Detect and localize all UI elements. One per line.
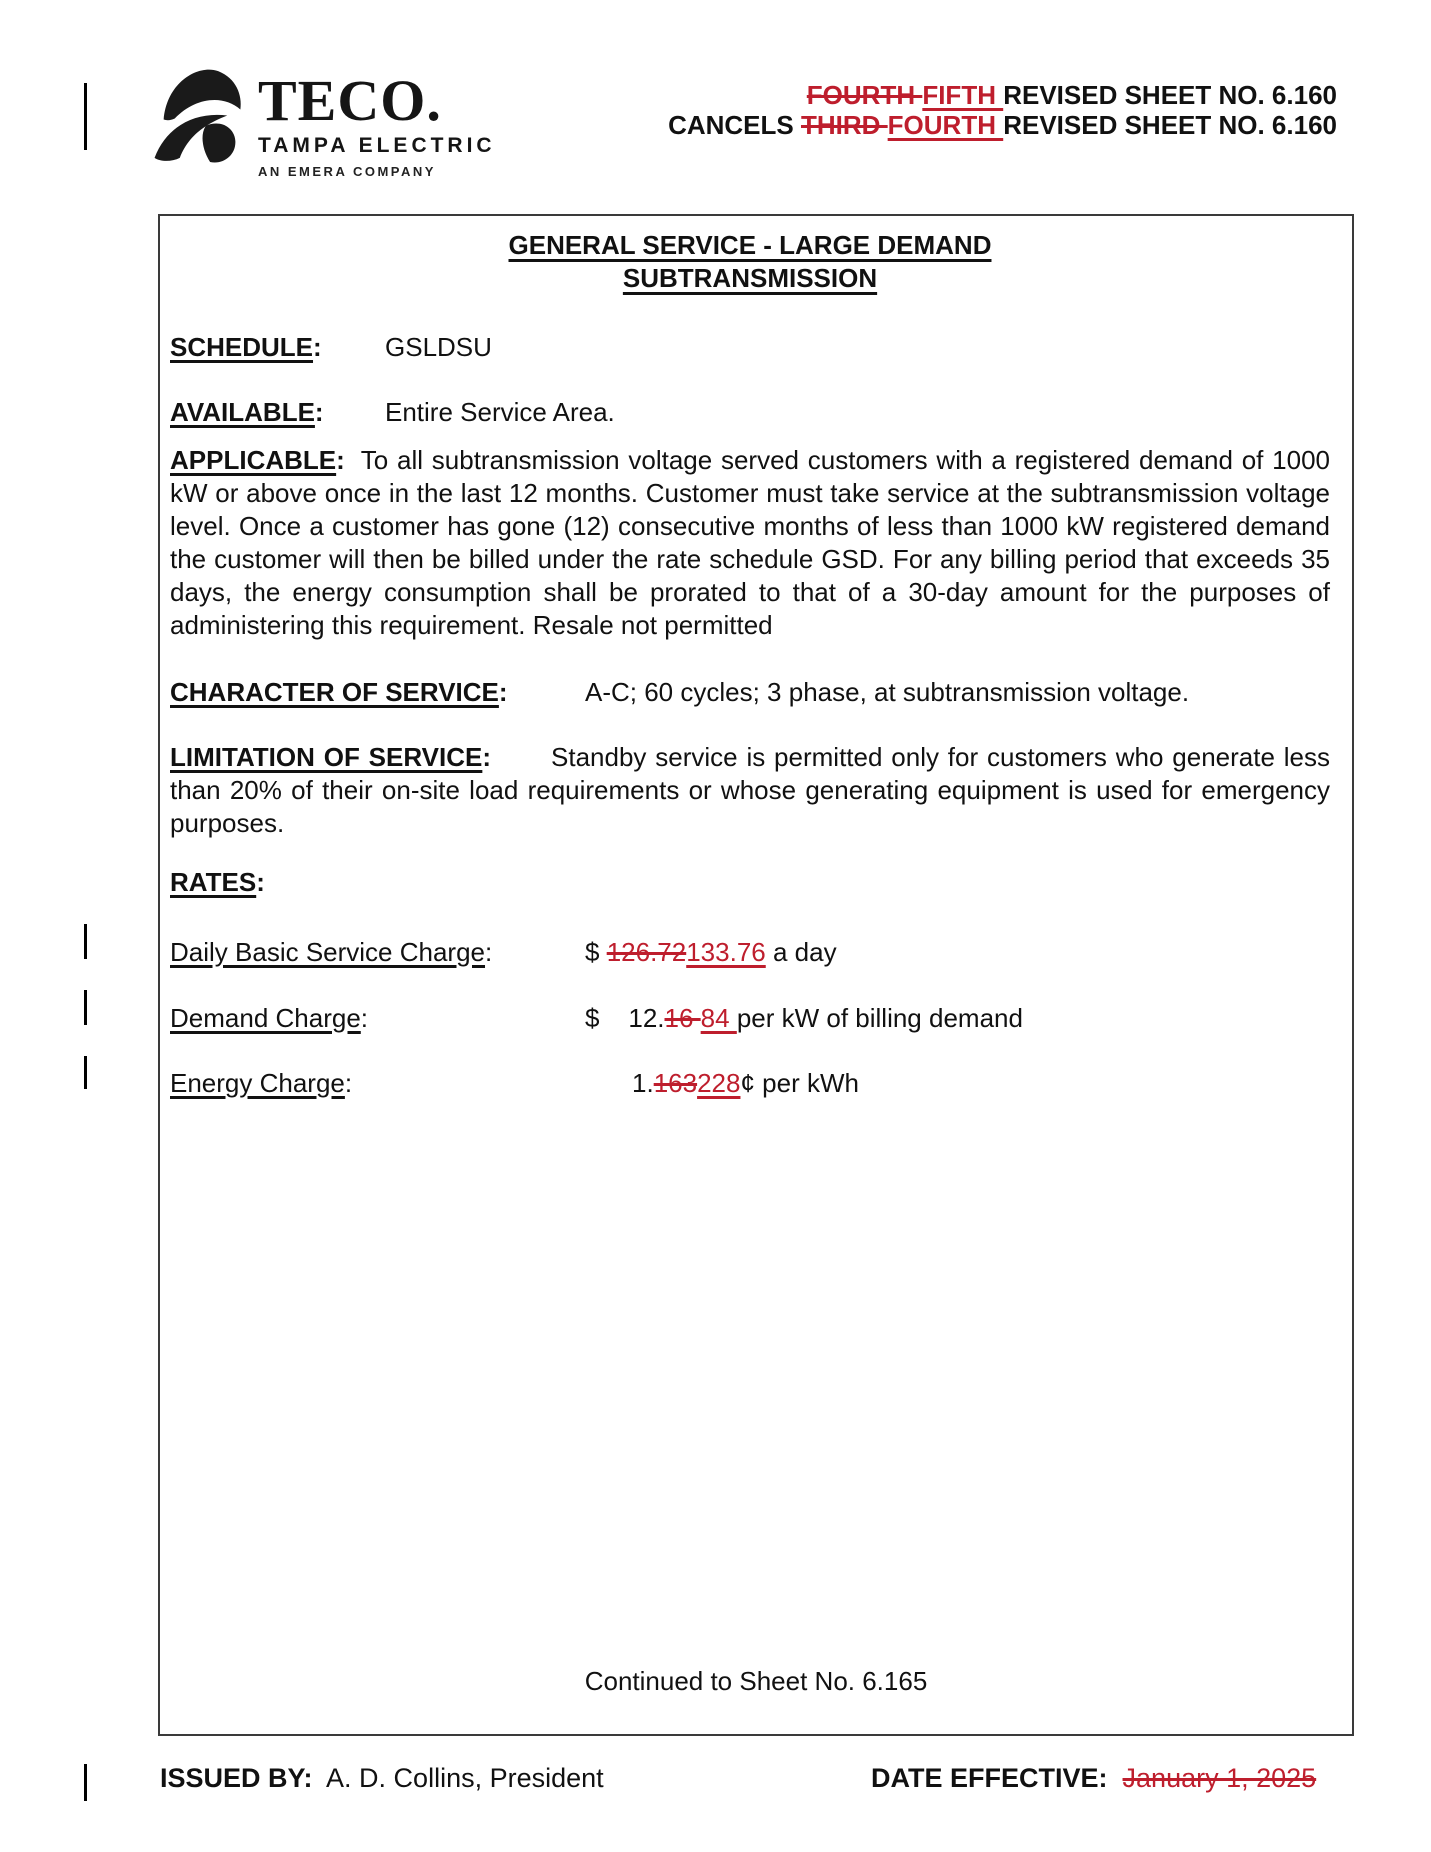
logo-company-name: TAMPA ELECTRIC xyxy=(258,134,496,157)
cancels-static-text: REVISED SHEET NO. 6.160 xyxy=(1003,110,1337,140)
title-line-2: SUBTRANSMISSION xyxy=(622,263,878,293)
energy-charge-colon: : xyxy=(344,1068,353,1098)
character-colon: : xyxy=(498,677,508,707)
revision-added-text: FIFTH xyxy=(922,80,1004,110)
schedule-label: SCHEDULE xyxy=(170,332,314,362)
rate-removed-value: 16 xyxy=(664,1003,701,1033)
issued-by xyxy=(160,1763,604,1794)
daily-charge-value xyxy=(585,936,837,969)
limitation-colon: : xyxy=(482,742,492,772)
logo-tagline: AN EMERA COMPANY xyxy=(258,164,436,179)
title-line-1: GENERAL SERVICE - LARGE DEMAND xyxy=(508,230,992,260)
rate-suffix: ¢ per kWh xyxy=(740,1068,859,1098)
schedule-row xyxy=(170,331,1330,364)
date-effective xyxy=(871,1763,1316,1794)
revision-line-1 xyxy=(668,80,1337,110)
rate-added-value: 228 xyxy=(697,1068,741,1098)
character-of-service-row xyxy=(170,676,1330,709)
cancels-added-text: FOURTH xyxy=(887,110,1004,140)
rate-prefix: 1. xyxy=(632,1068,654,1098)
cancels-removed-text: THIRD xyxy=(800,110,888,140)
change-bar-energy-charge xyxy=(84,1056,87,1089)
revision-static-text: REVISED SHEET NO. 6.160 xyxy=(1003,80,1337,110)
rate-added-value: 84 xyxy=(700,1003,737,1033)
change-bar-footer xyxy=(84,1764,87,1801)
applicable-label: APPLICABLE xyxy=(170,445,337,475)
rates-heading: RATES xyxy=(170,867,257,897)
issued-by-label: ISSUED BY xyxy=(160,1763,304,1793)
energy-charge-value xyxy=(632,1067,859,1100)
available-label: AVAILABLE xyxy=(170,397,315,427)
revision-removed-text: FOURTH xyxy=(806,80,923,110)
limitation-label: LIMITATION OF SERVICE xyxy=(170,742,483,772)
applicable-colon: : xyxy=(336,445,345,475)
character-label: CHARACTER OF SERVICE xyxy=(170,677,499,707)
energy-charge-row xyxy=(170,1067,1330,1100)
change-bar-demand-charge xyxy=(84,990,87,1025)
date-effective-value: January 1, 2025 xyxy=(1122,1763,1317,1793)
daily-charge-label: Daily Basic Service Charge xyxy=(170,937,486,967)
rate-removed-value: 126.72 xyxy=(606,937,687,967)
rate-prefix: $ 12. xyxy=(585,1003,665,1033)
teco-logo xyxy=(150,62,496,179)
rates-heading-row xyxy=(170,866,1330,899)
logo-brand: TECO. xyxy=(258,68,442,133)
logo-text-block xyxy=(258,62,496,179)
continued-note: Continued to Sheet No. 6.165 xyxy=(584,1666,928,1696)
schedule-value: GSLDSU xyxy=(385,332,492,362)
rate-removed-value: 163 xyxy=(653,1068,698,1098)
schedule-colon: : xyxy=(313,332,322,362)
issued-by-value: A. D. Collins, President xyxy=(326,1763,604,1793)
rate-prefix: $ xyxy=(585,937,607,967)
applicable-text: To all subtransmission voltage served customers with a registered demand of 1000 kW or above once in the last 12 months. Customer must take service at the subtransmission voltage level. Once a customer has gone (12) consecutive months of less than 1000 kW registered demand the customer will then be billed under the rate schedule GSD. For any billing period that exceeds 35 days, the energy consumption shall be prorated to that of a 30-day amount for the purposes of administering this requirement. Resale not permitted xyxy=(170,445,1330,640)
daily-basic-service-charge-row xyxy=(170,936,1330,969)
date-effective-colon: : xyxy=(1098,1763,1108,1793)
issued-by-colon: : xyxy=(303,1763,313,1793)
date-effective-label: DATE EFFECTIVE xyxy=(871,1763,1099,1793)
available-value: Entire Service Area. xyxy=(385,397,615,427)
change-bar-daily-charge xyxy=(84,924,87,959)
cancels-prefix: CANCELS xyxy=(668,110,801,140)
available-row xyxy=(170,396,1330,429)
revision-line-2 xyxy=(668,110,1337,140)
demand-charge-label: Demand Charge xyxy=(170,1003,361,1033)
applicable-paragraph xyxy=(170,444,1330,642)
character-value: A-C; 60 cycles; 3 phase, at subtransmission voltage. xyxy=(585,677,1190,707)
energy-charge-label: Energy Charge xyxy=(170,1068,345,1098)
tariff-sheet xyxy=(158,214,1354,1736)
limitation-text: Standby service is permitted only for customers who generate less than 20% of their on-site load requirements or whose generating equipment is used for emergency purposes. xyxy=(170,742,1330,838)
revision-header xyxy=(668,80,1337,140)
page-title xyxy=(170,229,1330,295)
rate-suffix: a day xyxy=(765,937,837,967)
rates-colon: : xyxy=(256,867,265,897)
demand-charge-value xyxy=(585,1002,1023,1035)
change-bar-header xyxy=(84,83,87,150)
rate-added-value: 133.76 xyxy=(686,937,766,967)
limitation-paragraph xyxy=(170,741,1330,840)
daily-charge-colon: : xyxy=(485,937,493,967)
rate-suffix: per kW of billing demand xyxy=(736,1003,1023,1033)
available-colon: : xyxy=(314,397,324,427)
teco-bird-icon xyxy=(150,62,252,168)
demand-charge-row xyxy=(170,1002,1330,1035)
demand-charge-colon: : xyxy=(360,1003,369,1033)
